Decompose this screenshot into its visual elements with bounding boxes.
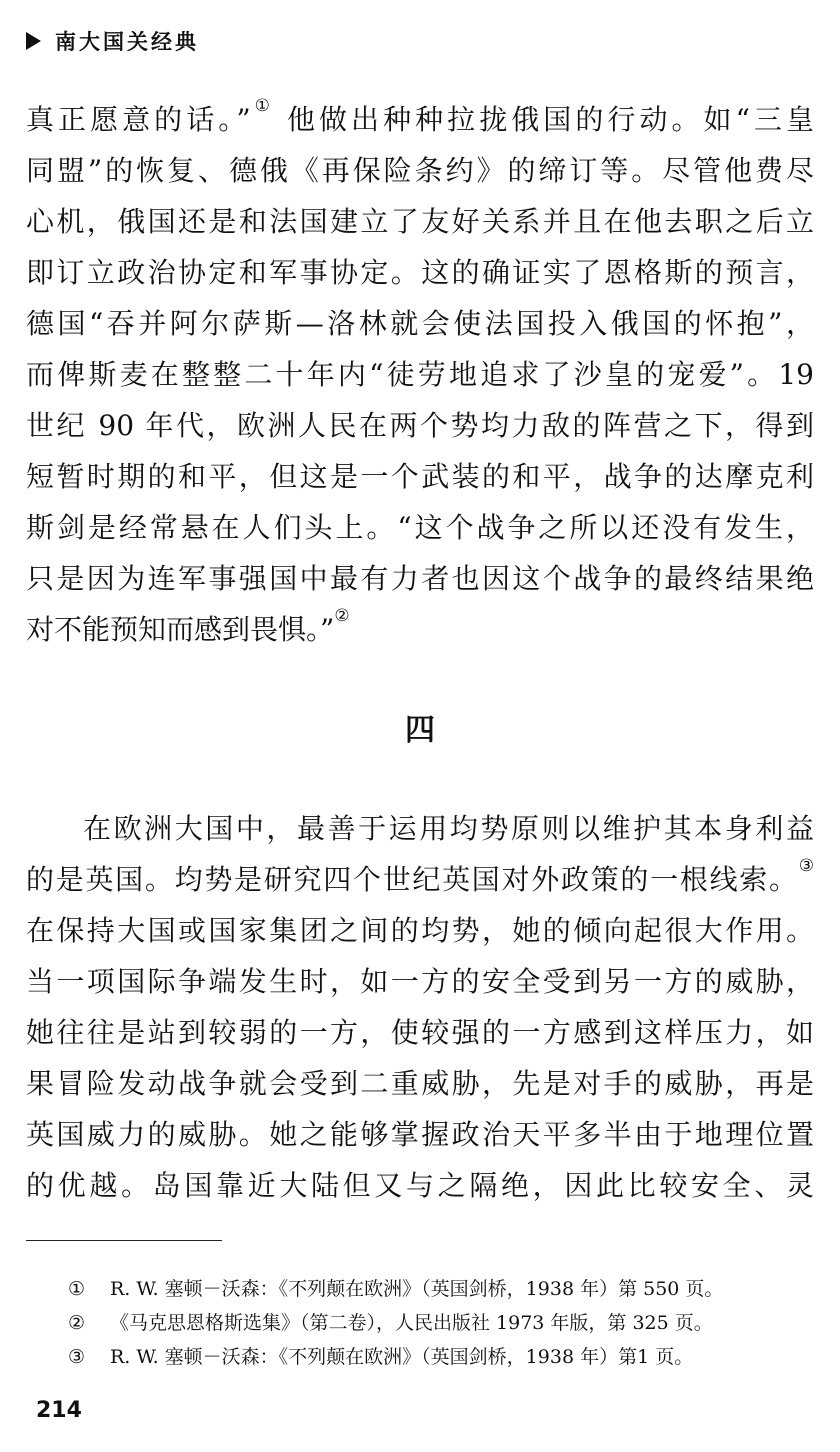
section-heading: 四 [405,713,435,748]
footnote-text: 《马克思恩格斯选集》（第二卷），人民出版社 1973 年版，第 325 页。 [110,1312,713,1334]
footnotes [68,1272,818,1374]
text-line: 的是英国。均势是研究四个世纪英国对外政策的一根线索。③ [26,856,814,896]
text-line: 同盟”的恢复、德俄《再保险条约》的缔订等。尽管他费尽 [26,154,814,187]
footnote-mark-3[interactable]: ③ [798,856,814,876]
footnote-number: ① [68,1278,86,1300]
text-line: 斯剑是经常悬在人们头上。“这个战争之所以还没有发生， [26,511,814,544]
series-title: 南大国关经典 [55,30,199,54]
footnote-divider [26,1240,222,1241]
text-line: 当一项国际争端发生时，如一方的安全受到另一方的威胁， [26,965,814,998]
footnote-item [68,1272,818,1306]
footnote-number: ③ [68,1346,86,1368]
text-line: 对不能预知而感到畏惧。”② [26,606,350,646]
triangle-marker-icon [26,32,41,50]
text-line: 果冒险发动战争就会受到二重威胁，先是对手的威胁，再是 [26,1067,814,1100]
page-number: 214 [36,1398,82,1423]
paragraph-2 [26,803,814,1211]
running-header [26,24,199,58]
footnote-item [68,1306,818,1340]
text-line: 心机，俄国还是和法国建立了友好关系并且在他去职之后立 [26,205,814,238]
footnote-item [68,1340,818,1374]
text-line: 世纪 90 年代，欧洲人民在两个势均力敌的阵营之下，得到 [26,409,814,442]
text-line: 真正愿意的话。”① 他做出种种拉拢俄国的行动。如“三皇 [26,96,814,136]
footnote-text: R. W. 塞顿－沃森：《不列颠在欧洲》（英国剑桥，1938 年）第 550 页。 [110,1278,724,1300]
footnote-mark-1[interactable]: ① [250,96,274,116]
text-line: 她往往是站到较弱的一方，使较强的一方感到这样压力，如 [26,1016,814,1049]
footnote-text: R. W. 塞顿－沃森：《不列颠在欧洲》（英国剑桥，1938 年）第1 页。 [110,1346,694,1368]
text-line: 即订立政治协定和军事协定。这的确证实了恩格斯的预言， [26,256,814,289]
text-line: 在保持大国或国家集团之间的均势，她的倾向起很大作用。 [26,914,814,947]
text-line: 而俾斯麦在整整二十年内“徒劳地追求了沙皇的宠爱”。19 [26,358,814,391]
text-line: 短暂时期的和平，但这是一个武装的和平，战争的达摩克利 [26,460,814,493]
text-line: 德国“吞并阿尔萨斯—洛林就会使法国投入俄国的怀抱”， [26,307,814,340]
text-line: 在欧洲大国中，最善于运用均势原则以维护其本身利益 [83,812,814,845]
footnote-number: ② [68,1312,86,1334]
footnote-mark-2[interactable]: ② [334,606,350,626]
text-line: 英国威力的威胁。她之能够掌握政治天平多半由于地理位置 [26,1118,814,1151]
paragraph-1 [26,94,814,655]
text-line: 的优越。岛国靠近大陆但又与之隔绝，因此比较安全、灵 [26,1169,814,1202]
text-line: 只是因为连军事强国中最有力者也因这个战争的最终结果绝 [26,562,814,595]
